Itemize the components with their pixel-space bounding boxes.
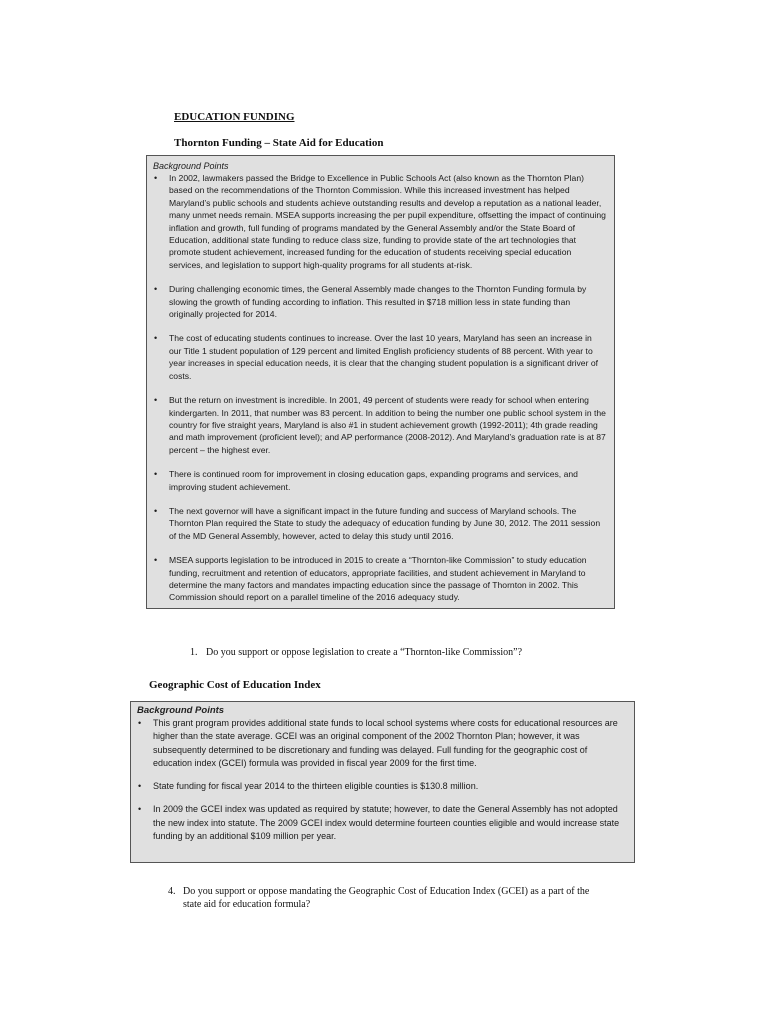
page-title: EDUCATION FUNDING — [174, 111, 295, 123]
bullet-icon: • — [154, 395, 158, 406]
question-1 — [190, 646, 522, 659]
list-item — [137, 717, 626, 770]
list-item — [153, 394, 606, 456]
point-text: MSEA supports legislation to be introduced in 2015 to create a “Thornton-like Commission” to study education funding, recruitment and retention of educators, appropriate facilities, and student achievement in Maryland to determine the many factors and mandates impacting education since the passage of Thornton in 2002. This Commission should report on a parallel timeline of the 2016 adequacy study. — [169, 555, 587, 603]
bullet-icon: • — [154, 333, 158, 344]
question-text: Do you support or oppose mandating the Geographic Cost of Education Index (GCEI) as a part of the state aid for education formula? — [183, 886, 590, 910]
bullet-icon: • — [138, 804, 142, 815]
question-4 — [168, 885, 608, 911]
question-number: 1. — [190, 647, 198, 658]
list-item — [153, 505, 606, 542]
question-number: 4. — [168, 886, 176, 897]
point-text: During challenging economic times, the General Assembly made changes to the Thornton Funding formula by slowing the growth of funding according to inflation. This resulted in $718 million less in state funding than originally projected for 2014. — [169, 284, 587, 320]
section-heading-gcei: Geographic Cost of Education Index — [149, 679, 321, 691]
point-text: In 2002, lawmakers passed the Bridge to Excellence in Public Schools Act (also known as the Thornton Plan) based on the recommendations of the Thornton Commission. While this increased investment has helped Maryland’s public schools and students achieve outstanding results and develop a reputation as a national leader, many unmet needs remain. MSEA supports increasing the per pupil expenditure, offsetting the impact of continuing inflation and growth, full funding of programs mandated by the General Assembly and/or the State Board of Education, additional state funding to reduce class size, funding to provide state of the art technologies that promote student achievement, increased funding for the education of students receiving special education services, and legislation to support high-quality programs for all students at-risk. — [169, 173, 606, 270]
bullet-icon: • — [154, 505, 158, 516]
list-item — [153, 332, 606, 382]
box-label: Background Points — [137, 705, 225, 716]
list-item — [137, 803, 626, 843]
background-points-box-gcei — [130, 701, 635, 863]
list-item — [137, 780, 626, 793]
background-points-list — [153, 172, 606, 604]
box-label: Background Points — [153, 161, 229, 171]
point-text: In 2009 the GCEI index was updated as required by statute; however, to date the General Assembly has not adopted the new index into statute. The 2009 GCEI index would determine fourteen counties eligible and would increase state funding by an additional $109 million per year. — [153, 804, 620, 842]
background-points-box-thornton — [146, 155, 615, 609]
point-text: The cost of educating students continues to increase. Over the last 10 years, Maryland has seen an increase in our Title 1 student population of 129 percent and limited English proficiency students of 88 percent. With year to year increases in special education needs, it is clear that the changing student population is a significant driver of costs. — [169, 333, 598, 381]
list-item — [153, 468, 606, 493]
background-points-list — [137, 717, 626, 843]
bullet-icon: • — [154, 555, 158, 566]
section-heading-thornton: Thornton Funding – State Aid for Education — [174, 137, 384, 149]
point-text: The next governor will have a significant impact in the future funding and success of Maryland schools. The Thornton Plan required the State to study the adequacy of education funding by June 30, 2012. The 2011 session of the MD General Assembly, however, acted to delay this study until 2016. — [169, 505, 601, 541]
point-text: But the return on investment is incredible. In 2001, 49 percent of students were ready for school when entering kindergarten. In 2011, that number was 83 percent. In addition to being the number one public school system in the country for five straight years, Maryland is also #1 in student achievement growth (1992-2011); 4th grade reading and math improvement (proficient level); and AP performance (2008-2012). And Maryland’s graduation rate is at 87 percent – the highest ever. — [169, 395, 606, 455]
bullet-icon: • — [138, 718, 142, 728]
list-item — [153, 172, 606, 271]
point-text: There is continued room for improvement in closing education gaps, expanding programs and services, and improving student achievement. — [169, 469, 578, 492]
bullet-icon: • — [154, 284, 158, 295]
question-text: Do you support or oppose legislation to create a “Thornton-like Commission”? — [206, 647, 523, 658]
bullet-icon: • — [138, 781, 142, 792]
list-item — [153, 554, 606, 604]
bullet-icon: • — [154, 469, 158, 480]
bullet-icon: • — [154, 173, 158, 183]
list-item — [153, 283, 606, 320]
point-text: State funding for fiscal year 2014 to the thirteen eligible counties is $130.8 million. — [153, 781, 479, 792]
point-text: This grant program provides additional state funds to local school systems where costs for educational resources are higher than the state average. GCEI was an original component of the 2002 Thornton Plan; however, it was subsequently determined to be discretionary and funding was delayed. Full funding for the geographic cost of education index (GCEI) formula was provided in fiscal year 2009 for the first time. — [153, 718, 618, 768]
